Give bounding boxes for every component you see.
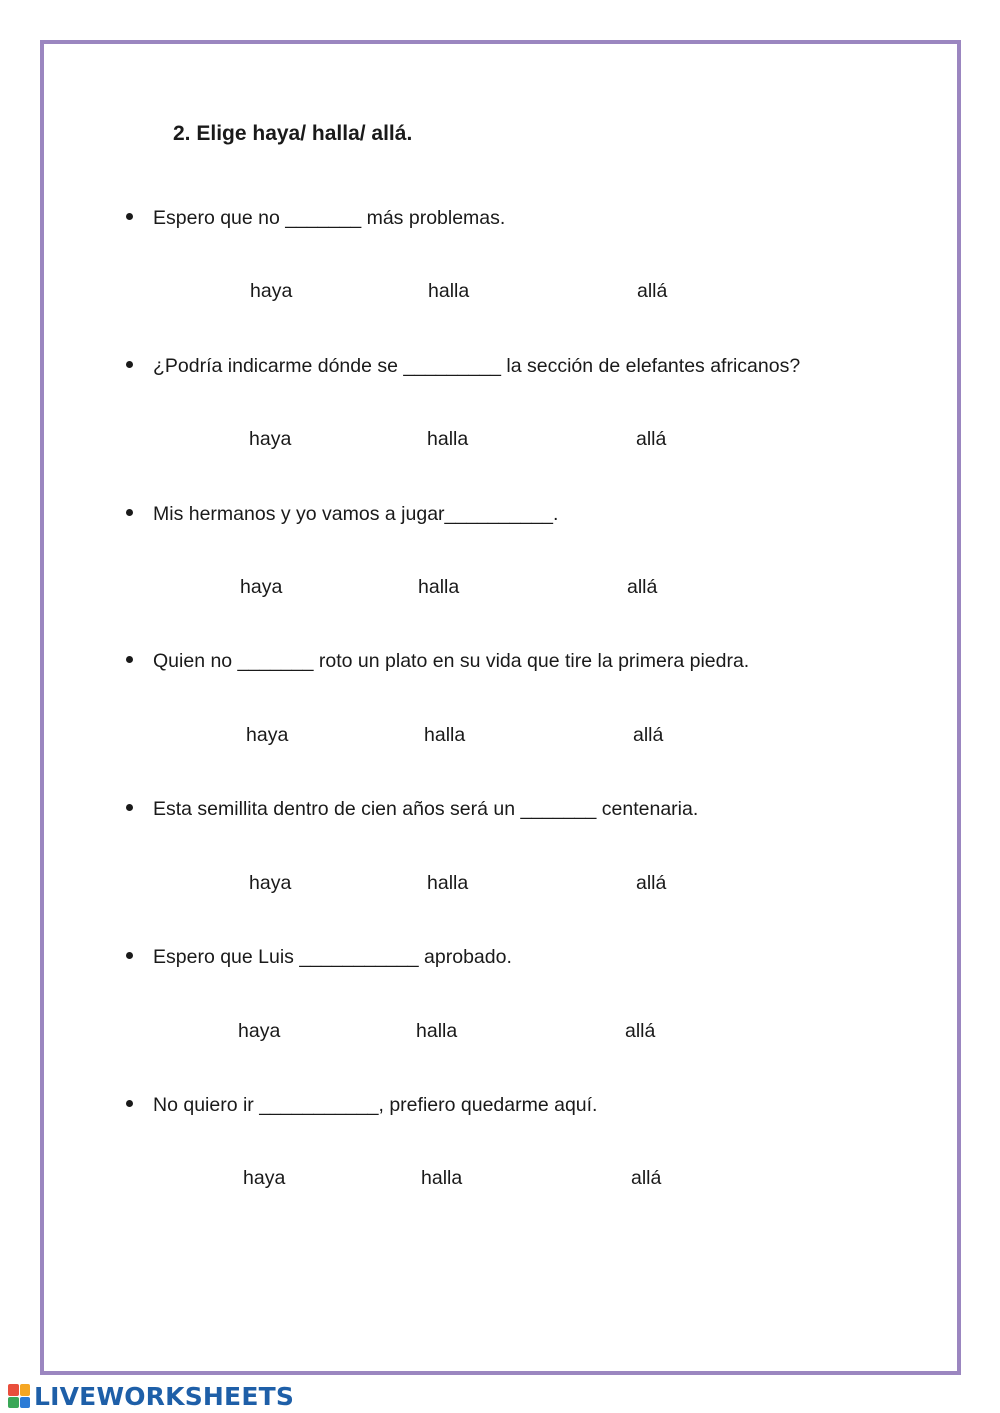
worksheet-title: 2. Elige haya/ halla/ allá. (173, 122, 413, 145)
question-5 (126, 798, 698, 821)
option-haya[interactable]: haya (238, 1020, 281, 1042)
option-halla[interactable]: halla (418, 576, 460, 598)
option-alla[interactable]: allá (625, 1020, 656, 1042)
option-alla[interactable]: allá (636, 428, 667, 450)
question-3 (126, 503, 558, 526)
question-1 (126, 207, 505, 230)
bullet-icon (126, 804, 133, 811)
bullet-icon (126, 952, 133, 959)
option-haya[interactable]: haya (250, 280, 293, 302)
option-haya[interactable]: haya (240, 576, 283, 598)
page-border (40, 40, 961, 1375)
badge-square (8, 1397, 19, 1409)
option-haya[interactable]: haya (246, 724, 289, 746)
brand-name: LIVEWORKSHEETS (34, 1381, 295, 1411)
question-text: Espero que no _______ más problemas. (153, 207, 506, 229)
option-alla[interactable]: allá (631, 1167, 662, 1189)
bullet-icon (126, 656, 133, 663)
option-alla[interactable]: allá (636, 872, 667, 894)
question-7 (126, 1094, 597, 1117)
question-2 (126, 355, 800, 378)
badge-square (20, 1397, 31, 1409)
bullet-icon (126, 361, 133, 368)
bullet-icon (126, 509, 133, 516)
badge-square (20, 1384, 31, 1396)
bullet-icon (126, 213, 133, 220)
option-halla[interactable]: halla (428, 280, 470, 302)
option-halla[interactable]: halla (427, 428, 469, 450)
option-alla[interactable]: allá (637, 280, 668, 302)
option-alla[interactable]: allá (627, 576, 658, 598)
option-halla[interactable]: halla (416, 1020, 458, 1042)
logo-badge-icon (8, 1384, 30, 1408)
option-halla[interactable]: halla (421, 1167, 463, 1189)
bullet-icon (126, 1100, 133, 1107)
question-text: No quiero ir ___________, prefiero quedarme aquí. (153, 1094, 598, 1116)
badge-square (8, 1384, 19, 1396)
option-haya[interactable]: haya (243, 1167, 286, 1189)
option-haya[interactable]: haya (249, 428, 292, 450)
question-text: Quien no _______ roto un plato en su vida que tire la primera piedra. (153, 650, 750, 672)
liveworksheets-logo[interactable] (8, 1382, 294, 1410)
option-alla[interactable]: allá (633, 724, 664, 746)
question-6 (126, 946, 512, 969)
question-4 (126, 650, 749, 673)
option-halla[interactable]: halla (424, 724, 466, 746)
question-text: Mis hermanos y yo vamos a jugar__________. (153, 503, 559, 525)
option-halla[interactable]: halla (427, 872, 469, 894)
question-text: Esta semillita dentro de cien años será un _______ centenaria. (153, 798, 699, 820)
question-text: Espero que Luis ___________ aprobado. (153, 946, 512, 968)
option-haya[interactable]: haya (249, 872, 292, 894)
question-text: ¿Podría indicarme dónde se _________ la sección de elefantes africanos? (153, 355, 801, 377)
